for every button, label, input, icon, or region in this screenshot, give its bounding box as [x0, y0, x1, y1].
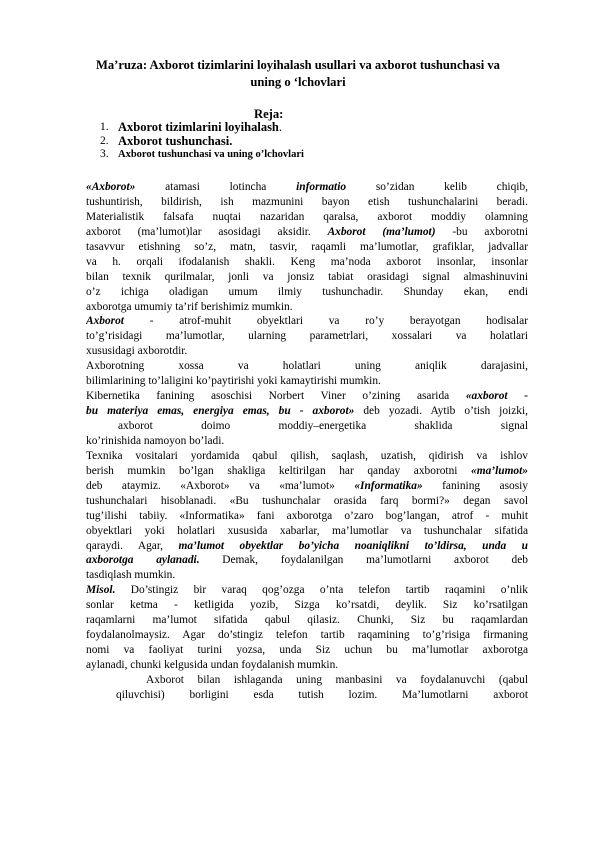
body-line	[86, 583, 528, 598]
body-line: tug’ilishi tabiiy. «Informatika» fani axborotga o’zaro bog’langan, atrof - muhit	[86, 509, 528, 522]
body-line	[86, 314, 528, 329]
body-line: Axborotning xossa va holatlari uning aniqlik darajasini,	[86, 360, 528, 373]
body-line: tushunchalari hisoblanadi. «Bu tushunchalar orasida farq bormi?» degan savol	[86, 494, 528, 507]
body-line: ko’rinishida namoyon bo’ladi.	[86, 434, 225, 447]
body-line: xususidagi axborotdir.	[86, 345, 188, 358]
body-line	[86, 180, 528, 195]
body-line	[86, 479, 528, 494]
emphasis-run: axborotga aylanadi.	[86, 554, 200, 567]
example-label: Misol.	[86, 584, 116, 597]
body-line: axborotga umumiy ta’rif berishimiz mumkin.	[86, 300, 293, 313]
text-run: - atrof-muhit obyektlari va ro’y berayotgan hodisalar	[123, 315, 528, 328]
text-run: fanining asosiy	[422, 479, 528, 492]
body-line: o’z ichiga oladigan umum ilmiy tushunchadir. Shunday ekan, endi	[86, 285, 528, 298]
body-line: aylanadi, chunki kelgusida undan foydalanish mumkin.	[86, 659, 339, 671]
body-line	[86, 553, 528, 568]
text-run: atamasi lotincha	[135, 181, 297, 193]
title-line-1: Ma’ruza: Axborot tizimlarini loyihalash usullari va axborot tushunchasi va	[96, 58, 500, 72]
text-run: Kibernetika fanining asoschisi Norbert Viner o’zining asarida	[86, 390, 466, 403]
quote-emphasis: bu materiya emas, energiya emas, bu - axborot»	[86, 405, 355, 418]
term-malumot: «ma’lumot»	[471, 464, 528, 477]
body-line: obyektlari yoki holatlari xususida xabarlar, ma’lumotlar va tushunchalar sifatida	[86, 524, 528, 537]
plan-item	[100, 121, 304, 135]
plan-item-number: 2.	[100, 134, 109, 147]
plan-item-number: 3.	[100, 148, 109, 160]
text-run: deb yozadi. Aytib o’tish joizki,	[354, 405, 528, 418]
body-line: Texnika vositalari yordamida qabul qilish, saqlash, uzatish, qidirish va ishlov	[86, 449, 528, 462]
body-line: tushuntirish, bildirish, ish mazmunini bayon etish tushunchalarini beradi.	[86, 195, 528, 208]
plan-heading: Reja:	[254, 107, 284, 121]
body-line: Materialistik falsafa nuqtai nazaridan qaralsa, axborot moddiy olamning	[86, 210, 528, 223]
body-line	[86, 389, 528, 404]
plan-item	[100, 148, 304, 162]
term-definition: Axborot (ma’lumot)	[327, 225, 436, 238]
lecture-body	[86, 180, 528, 703]
body-line: qiluvchisi) borligini esda tutish lozim. Ma’lumotlarni axborot	[116, 688, 528, 701]
plan-item-text: Axborot tushunchasi va uning o’lchovlari	[118, 149, 304, 160]
body-line: sonlar ketma - ketligida yozib, Sizga ko’rsatdi, deylik. Siz ko’rsatilgan	[86, 599, 528, 612]
text-run: berish mumkin bo’lgan shakliga keltirilgan har qanday axborotni	[86, 464, 472, 477]
plan-item-text: Axborot tushunchasi.	[118, 133, 233, 148]
body-line	[86, 225, 528, 240]
body-line: foydalanolmaysiz. Agar do’stingiz telefon tartib raqamining to’g’risiga firmaning	[86, 629, 528, 642]
body-line: raqamlarni ma’lumot sifatida qabul qilasiz. Chunki, Siz bu raqamlardan	[86, 614, 528, 627]
body-line: va h. orqali ifodalanish shakli. Keng ma’noda axborot insonlar, insonlar	[86, 255, 528, 268]
body-line: nomi va faoliyat turini yozsa, unda Siz uchun bu ma’lumotlar axborotga	[86, 644, 528, 657]
body-line: tasavvur etishning so’z, matn, tasvir, raqamli ma’lumotlar, grafiklar, jadvallar	[86, 240, 528, 253]
title-line-2: uning o ‘lchovlari	[250, 75, 346, 89]
body-line	[86, 404, 528, 419]
text-run: axborot (ma’lumot)lar asosidagi aksidir.	[86, 225, 328, 238]
text-run: so’zidan kelib chiqib,	[346, 181, 528, 193]
body-line: axborot doimo moddiy–energetika shaklida signal	[118, 420, 528, 432]
term-axborot: Axborot	[86, 315, 124, 328]
term-axborot: «Axborot»	[86, 181, 136, 193]
body-line: Axborot bilan ishlaganda uning manbasini va foydalanuvchi (qabul	[146, 673, 528, 686]
page-title	[60, 57, 536, 91]
body-line: tasdiqlash mumkin.	[86, 569, 176, 582]
plan-item-number: 1.	[100, 121, 109, 133]
plan-item-suffix: .	[278, 120, 283, 134]
text-run: deb ataymiz. «Axborot» va «ma’lumot»	[86, 479, 355, 492]
body-line	[86, 539, 528, 554]
body-line: bilan texnik qurilmalar, jonli va jonsiz tabiat orasidagi signal almashinuvini	[86, 270, 528, 283]
emphasis-run: ma’lumot obyektlar bo’yicha noaniqlikni to’ldirsa, unda u	[178, 539, 528, 552]
text-run: qaraydi. Agar,	[86, 539, 179, 552]
body-line	[86, 464, 528, 479]
term-informatio: informatio	[296, 181, 347, 193]
quote-emphasis: «axborot -	[465, 390, 528, 403]
text-run: Do’stingiz bir varaq qog’ozga o’nta telefon tartib raqamini o’nlik	[115, 584, 528, 597]
term-informatika: «Informatika»	[354, 479, 423, 492]
plan-item	[100, 135, 304, 149]
text-run: -bu axborotni	[435, 225, 528, 238]
body-line: to’g’risidagi ma’lumotlar, ularning parametrlari, xossalari va holatlari	[86, 330, 528, 343]
body-line: bilimlarining to’laligini ko’paytirishi yoki kamaytirishi mumkin.	[86, 375, 381, 388]
plan-item-text: Axborot tizimlarini loyihalash	[118, 120, 279, 134]
plan-list	[100, 121, 304, 162]
text-run: Demak, foydalanilgan ma’lumotlarni axborot deb	[199, 554, 528, 567]
